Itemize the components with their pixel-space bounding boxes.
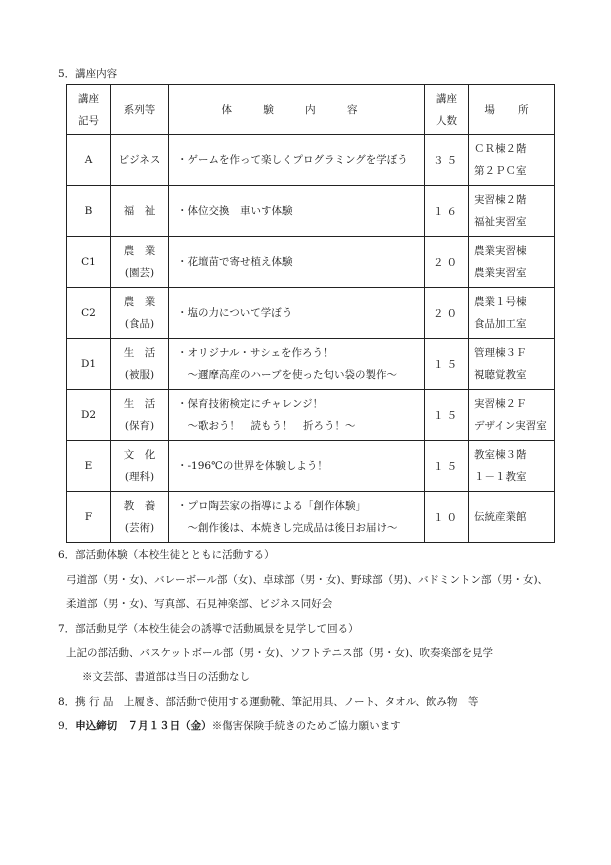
course-code: D2 <box>67 390 111 441</box>
course-place <box>469 492 555 543</box>
table-row <box>67 135 555 186</box>
course-code: C2 <box>67 288 111 339</box>
course-capacity: １６ <box>425 186 469 237</box>
course-capacity: １０ <box>425 492 469 543</box>
section-9-deadline: 申込締切 ７月１３日（金） <box>75 720 212 732</box>
course-series <box>111 237 169 288</box>
course-content-line: 〜創作後は、本焼きし完成品は後日お届け〜 <box>177 522 398 534</box>
course-series-line: (理科) <box>124 471 155 483</box>
course-content-line: ・ゲームを作って楽しくプログラミングを学ぼう <box>177 154 408 166</box>
course-code: F <box>67 492 111 543</box>
course-series-line: 生 活 <box>123 347 156 359</box>
course-place <box>469 135 555 186</box>
section-9-label: 9． <box>58 720 76 732</box>
course-place-line: 教室棟３階 <box>474 449 527 461</box>
course-place <box>469 441 555 492</box>
table-row <box>67 390 555 441</box>
course-series-line: 教 養 <box>123 500 156 512</box>
course-series-line: 文 化 <box>123 449 156 461</box>
section-7-line1: 上記の部活動、バスケットボール部（男・女)、ソフトテニス部（男・女)、吹奏楽部を見学 <box>66 647 494 659</box>
course-place-line: 農業１号棟 <box>474 296 527 308</box>
section-9 <box>58 718 401 733</box>
course-series <box>111 135 169 186</box>
course-place <box>469 237 555 288</box>
course-content-line: ・塩の力について学ぼう <box>177 307 293 319</box>
course-place <box>469 288 555 339</box>
course-series-line: (保育) <box>124 420 155 432</box>
course-place-line: １－１教室 <box>474 471 527 483</box>
course-content-line: ・オリジナル・サシェを作ろう！ <box>177 347 334 359</box>
table-header-row <box>67 85 555 135</box>
course-place-line: ＣＲ棟２階 <box>474 143 527 155</box>
course-series <box>111 288 169 339</box>
course-content <box>169 186 425 237</box>
course-series-line: (園芸) <box>124 267 155 279</box>
course-content-line: ・-196℃の世界を体験しよう！ <box>177 460 328 472</box>
table-row <box>67 186 555 237</box>
course-code: B <box>67 186 111 237</box>
course-capacity: １５ <box>425 390 469 441</box>
header-code-line2: 記号 <box>78 114 99 127</box>
header-place: 場 所 <box>469 85 555 135</box>
course-table-body <box>67 135 555 543</box>
course-code: A <box>67 135 111 186</box>
course-content-line: 〜歌おう！ 読もう！ 折ろう！〜 <box>177 420 356 432</box>
course-series <box>111 492 169 543</box>
course-place-line: 伝統産業館 <box>474 511 527 523</box>
header-count-line1: 講座 <box>436 92 457 105</box>
course-series <box>111 186 169 237</box>
course-series-line: ビジネス <box>118 154 161 166</box>
course-place-line: 第２ＰＣ室 <box>474 165 527 177</box>
section-8: 8．携 行 品 上履き、部活動で使用する運動靴、筆記用具、ノート、タオル、飲み物 等 <box>58 696 479 708</box>
course-content <box>169 288 425 339</box>
course-place-line: 農業実習室 <box>474 267 527 279</box>
course-content <box>169 492 425 543</box>
course-place-line: 視聴覚教室 <box>474 369 527 381</box>
table-row <box>67 237 555 288</box>
header-count <box>425 85 469 135</box>
course-content-line: ・保育技術検定にチャレンジ！ <box>177 398 324 410</box>
course-content <box>169 237 425 288</box>
course-content <box>169 390 425 441</box>
course-place-line: 食品加工室 <box>474 318 527 330</box>
course-capacity: ３５ <box>425 135 469 186</box>
course-series-line: (食品) <box>124 318 155 330</box>
course-capacity: ２０ <box>425 288 469 339</box>
table-row <box>67 288 555 339</box>
course-series-line: 福 祉 <box>123 205 156 217</box>
section-6-title: 6．部活動体験（本校生徒とともに活動する） <box>58 549 275 561</box>
header-count-line2: 人数 <box>436 114 457 127</box>
header-series: 系列等 <box>111 85 169 135</box>
course-place <box>469 186 555 237</box>
section-5-title: 5．講座内容 <box>58 68 118 80</box>
course-table <box>66 84 555 543</box>
course-series-line: 農 業 <box>123 245 156 257</box>
course-capacity: １５ <box>425 441 469 492</box>
header-code <box>67 85 111 135</box>
section-7-note: ※文芸部、書道部は当日の活動なし <box>82 671 250 683</box>
course-content-line: ・体位交換 車いす体験 <box>177 205 293 217</box>
course-place-line: 実習棟２Ｆ <box>474 398 527 410</box>
course-content <box>169 441 425 492</box>
course-place-line: 実習棟２階 <box>474 194 527 206</box>
section-9-note: ※傷害保険手続きのためご協力願います <box>211 720 401 732</box>
table-row <box>67 441 555 492</box>
course-series <box>111 390 169 441</box>
header-content: 体 験 内 容 <box>169 85 425 135</box>
course-place-line: 福祉実習室 <box>474 216 527 228</box>
course-code: D1 <box>67 339 111 390</box>
header-code-line1: 講座 <box>78 92 99 105</box>
course-content <box>169 339 425 390</box>
course-content <box>169 135 425 186</box>
course-content-line: 〜邇摩高産のハーブを使った匂い袋の製作〜 <box>177 369 397 381</box>
course-place-line: 管理棟３Ｆ <box>474 347 527 359</box>
course-series-line: (芸術) <box>124 522 155 534</box>
course-place <box>469 339 555 390</box>
course-capacity: １５ <box>425 339 469 390</box>
course-content-line: ・花壇苗で寄せ植え体験 <box>177 256 293 268</box>
course-place-line: 農業実習棟 <box>474 245 527 257</box>
course-series-line: 生 活 <box>123 398 156 410</box>
course-series <box>111 339 169 390</box>
course-code: E <box>67 441 111 492</box>
course-code: C1 <box>67 237 111 288</box>
course-series <box>111 441 169 492</box>
table-row <box>67 492 555 543</box>
course-content-line: ・プロ陶芸家の指導による「創作体験」 <box>177 500 366 512</box>
section-6-line1: 弓道部（男・女)、バレーボール部（女)、卓球部（男・女)、野球部（男)、バドミントン部（男・女)、 <box>66 574 549 586</box>
course-capacity: ２０ <box>425 237 469 288</box>
course-series-line: 農 業 <box>123 296 156 308</box>
section-6-line2: 柔道部（男・女)、写真部、石見神楽部、ビジネス同好会 <box>66 598 333 610</box>
section-7-title: 7．部活動見学（本校生徒会の誘導で活動風景を見学して回る） <box>58 623 359 635</box>
course-place-line: デザイン実習室 <box>474 420 547 432</box>
course-place <box>469 390 555 441</box>
table-row <box>67 339 555 390</box>
course-series-line: (被服) <box>124 369 155 381</box>
